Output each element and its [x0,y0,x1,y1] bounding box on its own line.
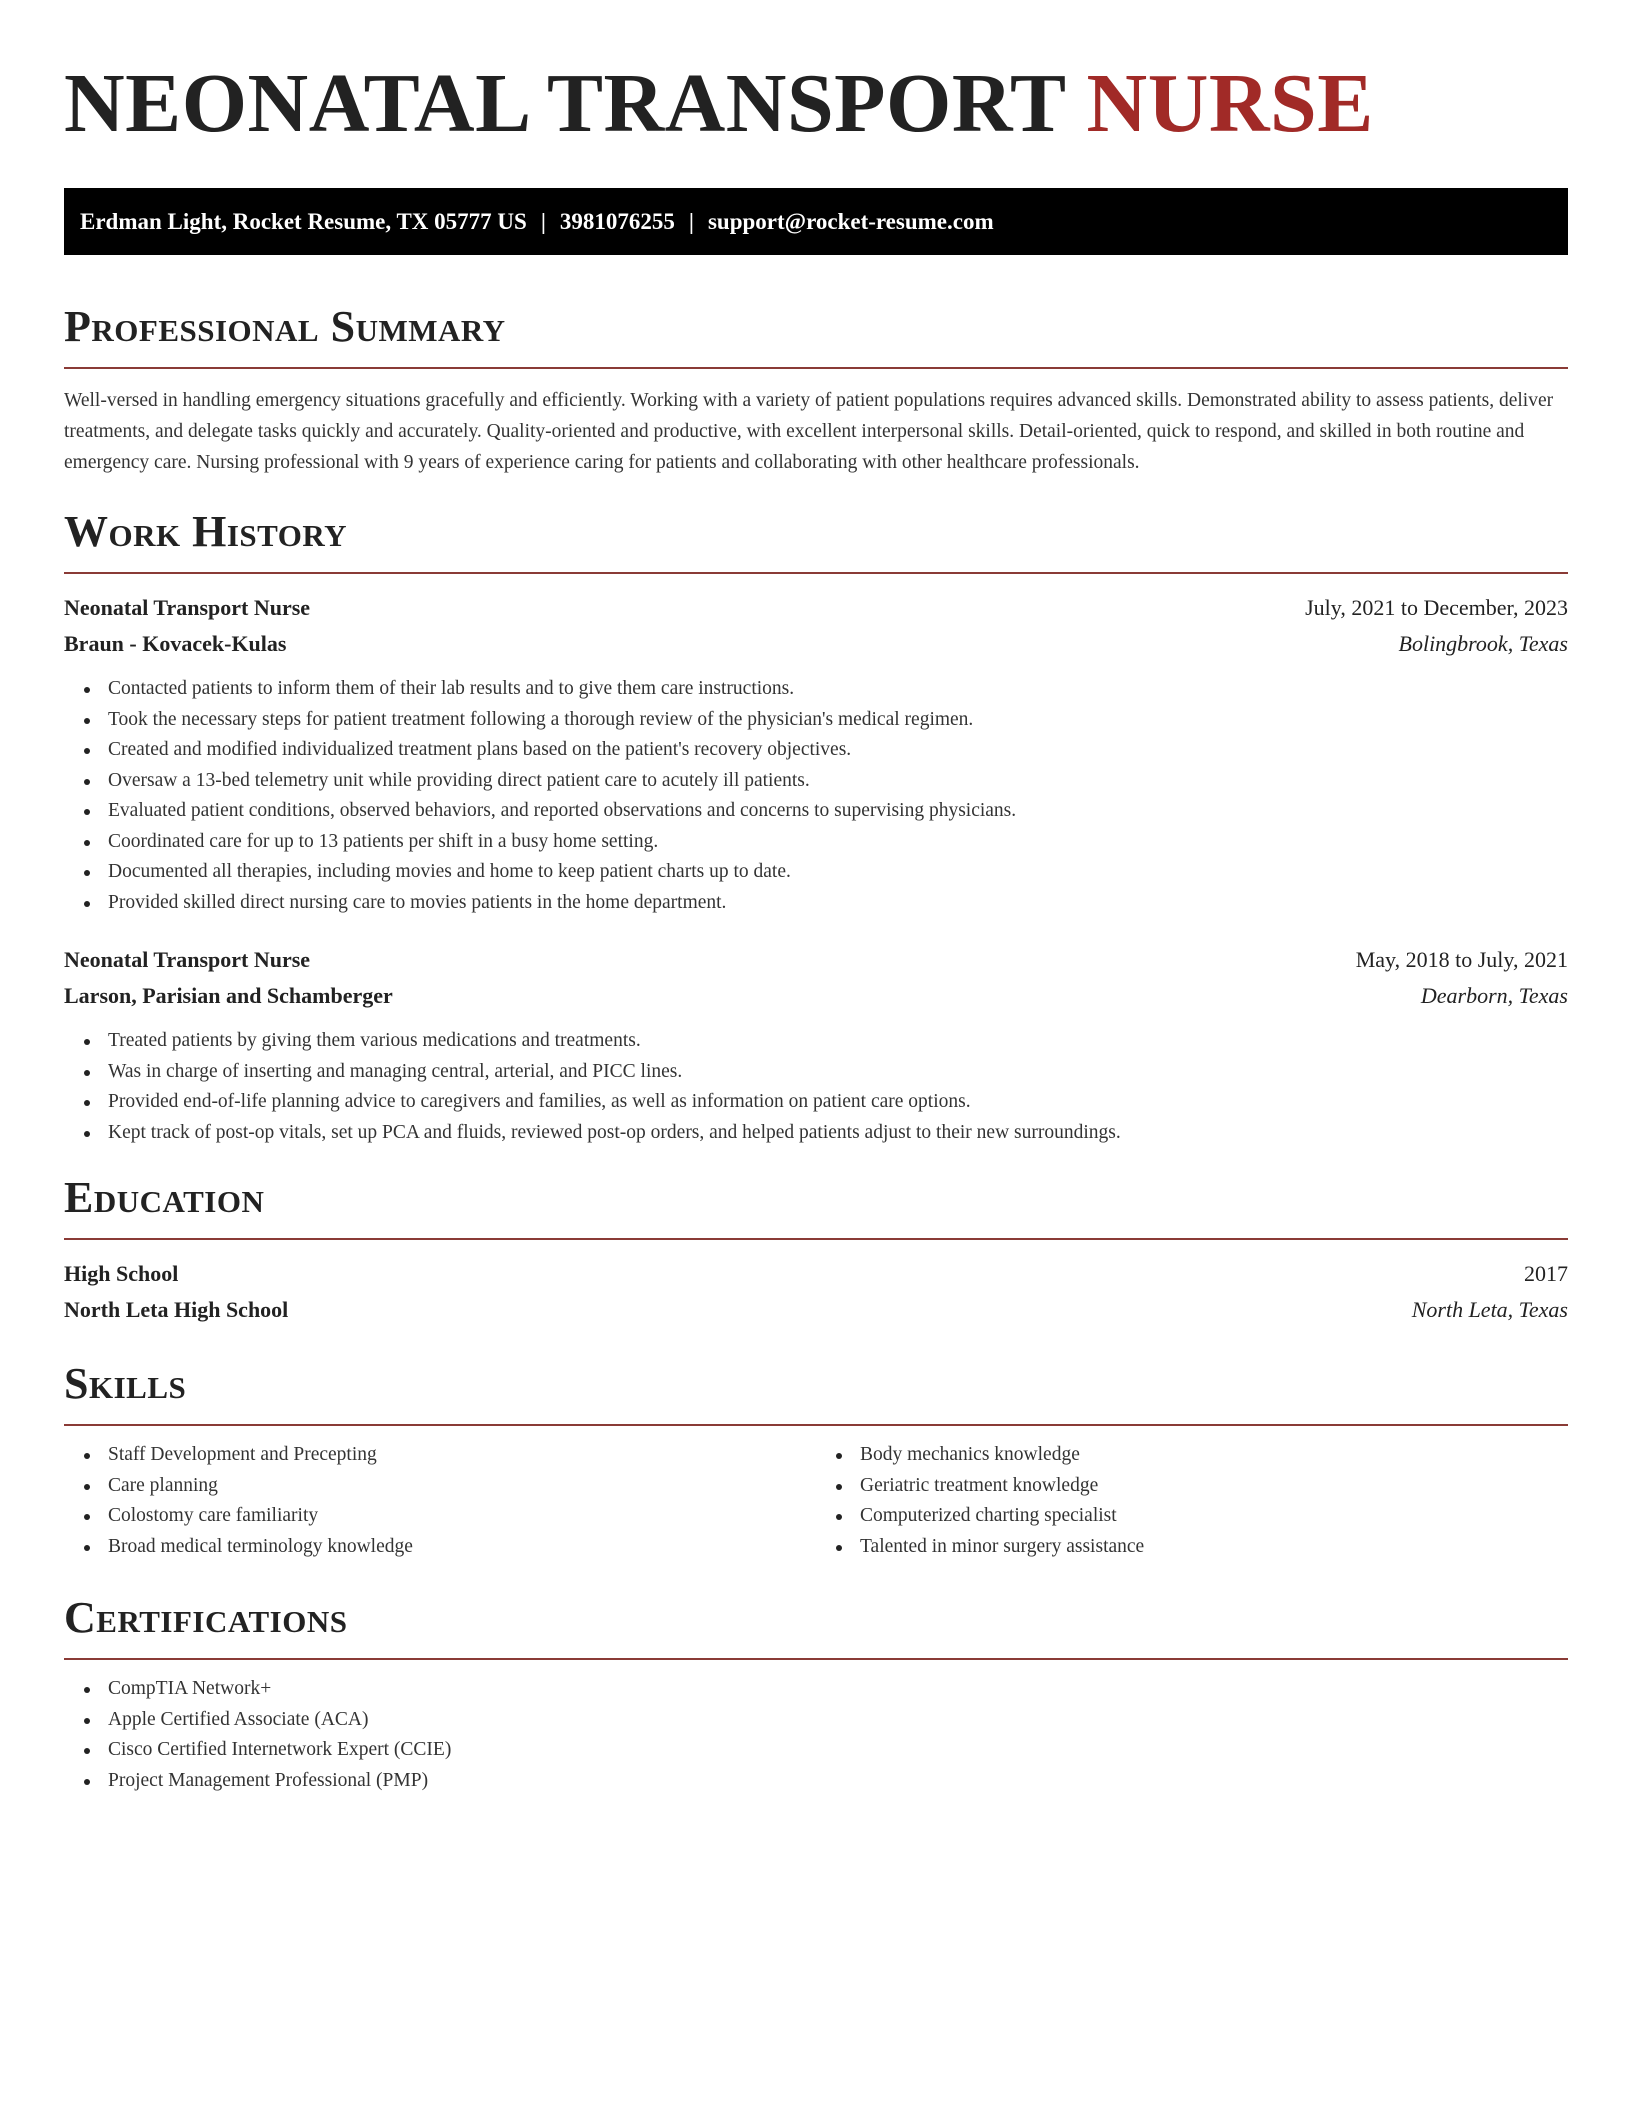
title-accent: NURSE [1086,57,1374,150]
section-divider [64,1658,1568,1660]
skill-item: Colostomy care familiarity [108,1501,816,1532]
job-dates: July, 2021 to December, 2023 [1305,595,1568,620]
skills-list-left [64,1440,816,1562]
section-heading-education: Education [64,1173,265,1222]
job-bullet: Evaluated patient conditions, observed behaviors, and reported observations and concerns to supervising physicians. [108,796,1568,827]
contact-bar [64,188,1568,255]
certification-item: Project Management Professional (PMP) [108,1766,1568,1797]
job-entry [64,942,1568,1148]
section-divider [64,1238,1568,1240]
skill-item: Computerized charting specialist [860,1501,1568,1532]
section-divider [64,572,1568,574]
skills-section [64,1358,1568,1562]
skill-item: Broad medical terminology knowledge [108,1532,816,1563]
job-company: Larson, Parisian and Schamberger [64,983,393,1008]
resume-title [64,56,1568,152]
job-bullet: Was in charge of inserting and managing central, arterial, and PICC lines. [108,1057,1568,1088]
work-history-section [64,506,1568,1148]
summary-section [64,301,1568,478]
job-bullet: Provided skilled direct nursing care to movies patients in the home department. [108,888,1568,919]
certification-item: CompTIA Network+ [108,1674,1568,1705]
job-bullet: Documented all therapies, including movies and home to keep patient charts up to date. [108,857,1568,888]
certification-item: Cisco Certified Internetwork Expert (CCIE) [108,1735,1568,1766]
section-divider [64,1424,1568,1426]
job-bullets [64,674,1568,918]
certifications-list [64,1674,1568,1796]
education-degree: High School [64,1261,179,1286]
skill-item: Geriatric treatment knowledge [860,1471,1568,1502]
job-location: Bolingbrook, Texas [1398,631,1568,656]
section-heading-work-history: Work History [64,507,348,556]
skills-grid [64,1440,1568,1562]
education-school-row [64,1292,1568,1328]
education-location: North Leta, Texas [1411,1297,1568,1322]
contact-separator: | [688,208,694,234]
certification-item: Apple Certified Associate (ACA) [108,1705,1568,1736]
job-company-row [64,978,1568,1014]
contact-address: Erdman Light, Rocket Resume, TX 05777 US [80,208,527,234]
section-heading-certifications: Certifications [64,1593,348,1642]
certifications-section [64,1592,1568,1796]
job-dates: May, 2018 to July, 2021 [1355,947,1568,972]
job-bullet: Took the necessary steps for patient treatment following a thorough review of the physician's medical regimen. [108,705,1568,736]
education-year: 2017 [1524,1261,1568,1286]
education-entry [64,1256,1568,1328]
job-header-row [64,590,1568,626]
job-bullet: Created and modified individualized treatment plans based on the patient's recovery objectives. [108,735,1568,766]
job-bullets [64,1026,1568,1148]
skill-item: Talented in minor surgery assistance [860,1532,1568,1563]
job-bullet: Contacted patients to inform them of their lab results and to give them care instructions. [108,674,1568,705]
job-company-row [64,626,1568,662]
skill-item: Body mechanics knowledge [860,1440,1568,1471]
contact-separator: | [540,208,546,234]
job-bullet: Oversaw a 13-bed telemetry unit while providing direct patient care to acutely ill patients. [108,766,1568,797]
contact-phone: 3981076255 [559,208,675,234]
section-heading-summary: Professional Summary [64,302,506,351]
education-degree-row [64,1256,1568,1292]
skills-list-right [816,1440,1568,1562]
job-bullet: Provided end-of-life planning advice to caregivers and families, as well as information on patient care options. [108,1087,1568,1118]
section-heading-skills: Skills [64,1359,187,1408]
section-divider [64,367,1568,369]
job-bullet: Coordinated care for up to 13 patients per shift in a busy home setting. [108,827,1568,858]
job-bullet: Treated patients by giving them various medications and treatments. [108,1026,1568,1057]
job-entry [64,590,1568,918]
job-title: Neonatal Transport Nurse [64,595,311,620]
job-title: Neonatal Transport Nurse [64,947,311,972]
job-company: Braun - Kovacek-Kulas [64,631,287,656]
education-school: North Leta High School [64,1297,289,1322]
job-header-row [64,942,1568,978]
skill-item: Care planning [108,1471,816,1502]
job-location: Dearborn, Texas [1420,983,1568,1008]
job-bullet: Kept track of post-op vitals, set up PCA and fluids, reviewed post-op orders, and helped patients adjust to their new surroundings. [108,1118,1568,1149]
title-main: NEONATAL TRANSPORT [64,57,1066,150]
summary-text: Well-versed in handling emergency situations gracefully and efficiently. Working with a variety of patient populations requires advanced skills. Demonstrated ability to assess patients, deliver treatments, and delegate tasks quickly and accurately. Quality-oriented and productive, with excellent interpersonal skills. Detail-oriented, quick to respond, and skilled in both routine and emergency care. Nursing professional with 9 years of experience caring for patients and collaborating with other healthcare professionals. [64,390,1554,473]
skill-item: Staff Development and Precepting [108,1440,816,1471]
contact-email[interactable]: support@rocket-resume.com [707,208,994,234]
education-section [64,1172,1568,1328]
